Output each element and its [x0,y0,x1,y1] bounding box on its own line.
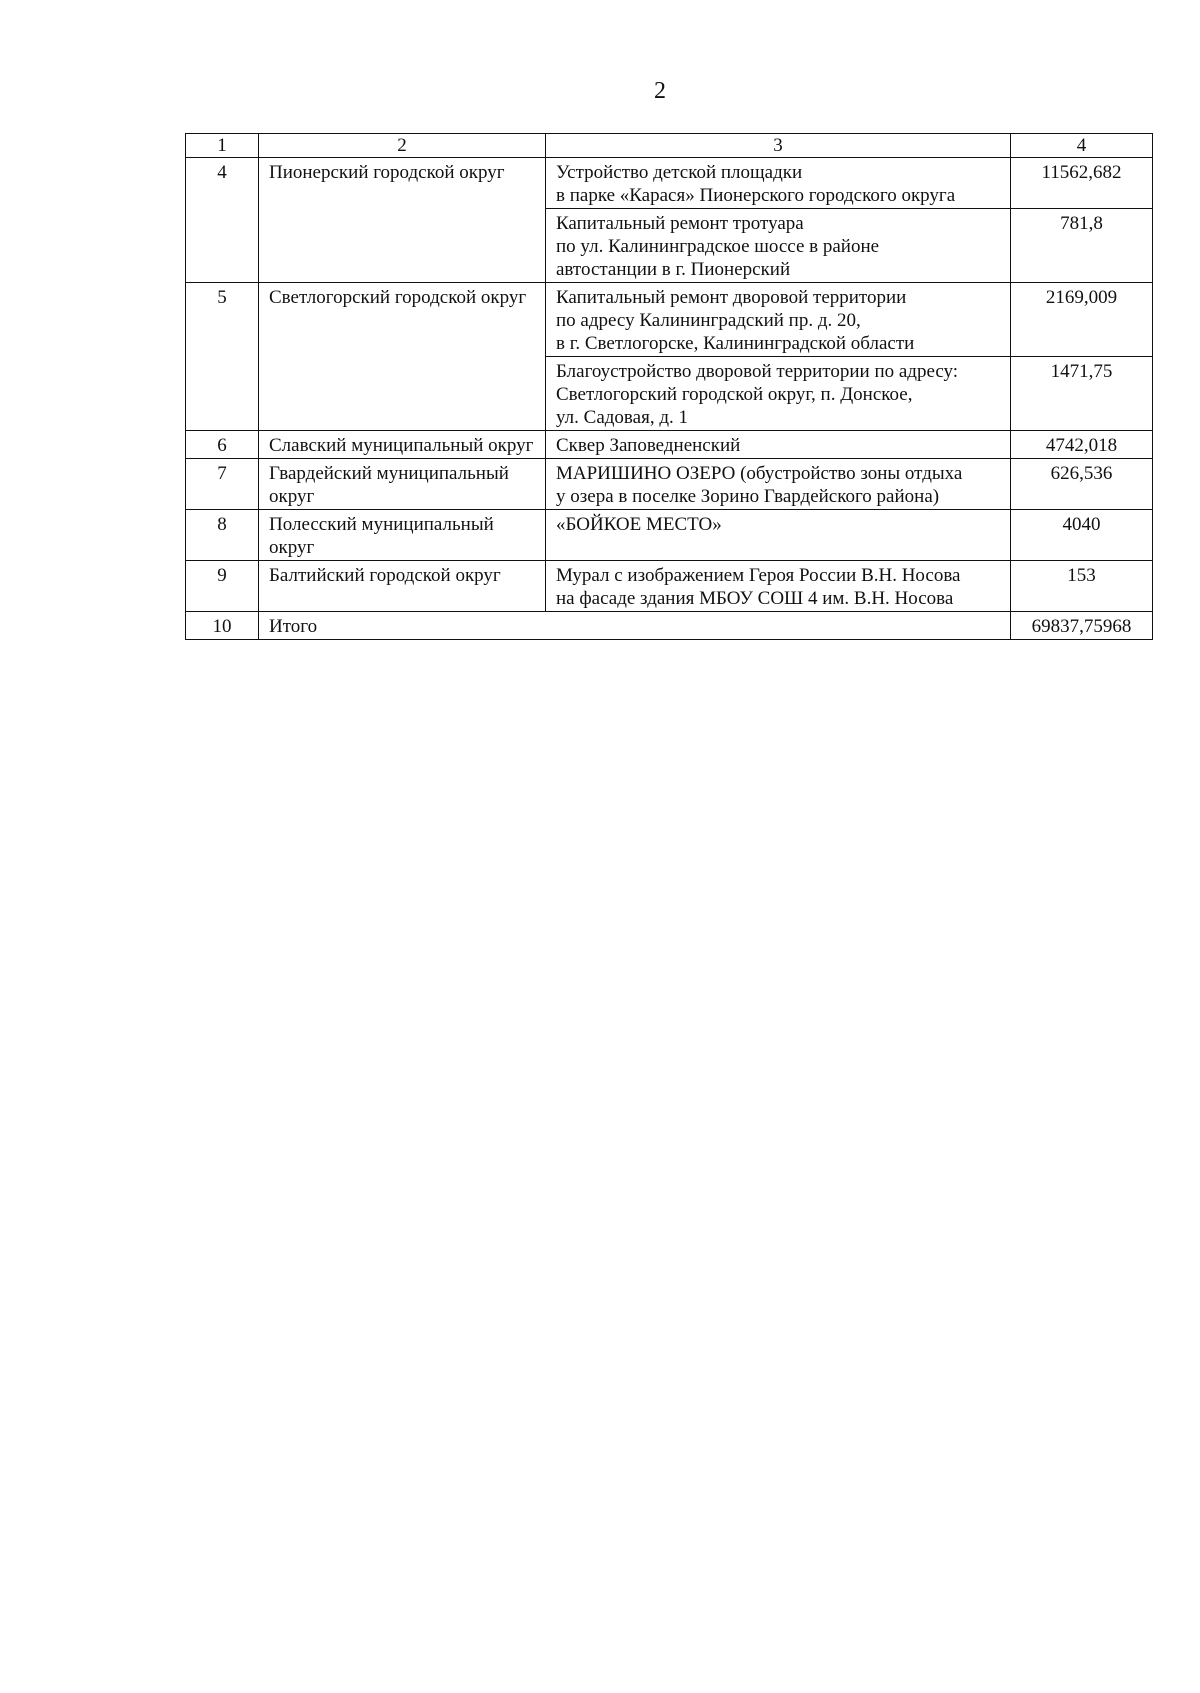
description-line: Капитальный ремонт дворовой территории [556,287,907,308]
description-line: по ул. Калининградское шоссе в районе [556,236,880,257]
amount-value: 11562,682 [1011,158,1153,209]
description-line: в г. Светлогорске, Калининградской области [556,333,915,354]
table-header-row [186,134,1153,158]
table-row [186,510,1153,561]
row-number: 7 [186,459,259,510]
table-row [186,431,1153,459]
description-line: в парке «Карася» Пионерского городского округа [556,185,956,206]
project-description [546,510,1011,561]
total-value: 69837,75968 [1011,612,1153,640]
municipality-name: Светлогорский городской округ [259,283,546,431]
header-cell: 2 [259,134,546,158]
row-number: 4 [186,158,259,283]
municipality-name: Славский муниципальный округ [259,431,546,459]
description-line: Мурал с изображением Героя России В.Н. Носова [556,565,961,586]
row-number: 9 [186,561,259,612]
amount-value: 2169,009 [1011,283,1153,357]
amount-value: 781,8 [1011,209,1153,283]
description-line: у озера в поселке Зорино Гвардейского района) [556,486,940,507]
row-number: 5 [186,283,259,431]
municipality-name: Полесский муниципальный округ [259,510,546,561]
table-row [186,459,1153,510]
project-description [546,357,1011,431]
project-description [546,561,1011,612]
header-cell: 1 [186,134,259,158]
description-line: Сквер Заповедненский [556,435,741,456]
description-line: Светлогорский городской округ, п. Донское, [556,384,913,405]
total-label: Итого [259,612,1011,640]
amount-value: 4742,018 [1011,431,1153,459]
amount-value: 4040 [1011,510,1153,561]
municipality-name: Гвардейский муниципальный округ [259,459,546,510]
description-line: Благоустройство дворовой территории по адресу: [556,361,959,382]
page-number: 2 [654,78,666,104]
table-row [186,561,1153,612]
municipality-name: Балтийский городской округ [259,561,546,612]
description-line: Устройство детской площадки [556,162,803,183]
description-line: по адресу Калининградский пр. д. 20, [556,310,861,331]
amount-value: 1471,75 [1011,357,1153,431]
description-line: «БОЙКОЕ МЕСТО» [556,514,722,535]
row-number: 6 [186,431,259,459]
amount-value: 626,536 [1011,459,1153,510]
description-line: МАРИШИНО ОЗЕРО (обустройство зоны отдыха [556,463,963,484]
description-line: Капитальный ремонт тротуара [556,213,804,234]
project-description [546,431,1011,459]
total-row [186,612,1153,640]
description-line: автостанции в г. Пионерский [556,259,791,280]
row-number: 8 [186,510,259,561]
row-number: 10 [186,612,259,640]
project-description [546,158,1011,209]
table-row [186,158,1153,209]
table-row [186,283,1153,357]
project-description [546,459,1011,510]
description-line: на фасаде здания МБОУ СОШ 4 им. В.Н. Носова [556,588,954,609]
header-cell: 3 [546,134,1011,158]
municipality-name: Пионерский городской округ [259,158,546,283]
projects-table [185,133,1153,640]
description-line: ул. Садовая, д. 1 [556,407,688,428]
project-description [546,283,1011,357]
header-cell: 4 [1011,134,1153,158]
amount-value: 153 [1011,561,1153,612]
project-description [546,209,1011,283]
